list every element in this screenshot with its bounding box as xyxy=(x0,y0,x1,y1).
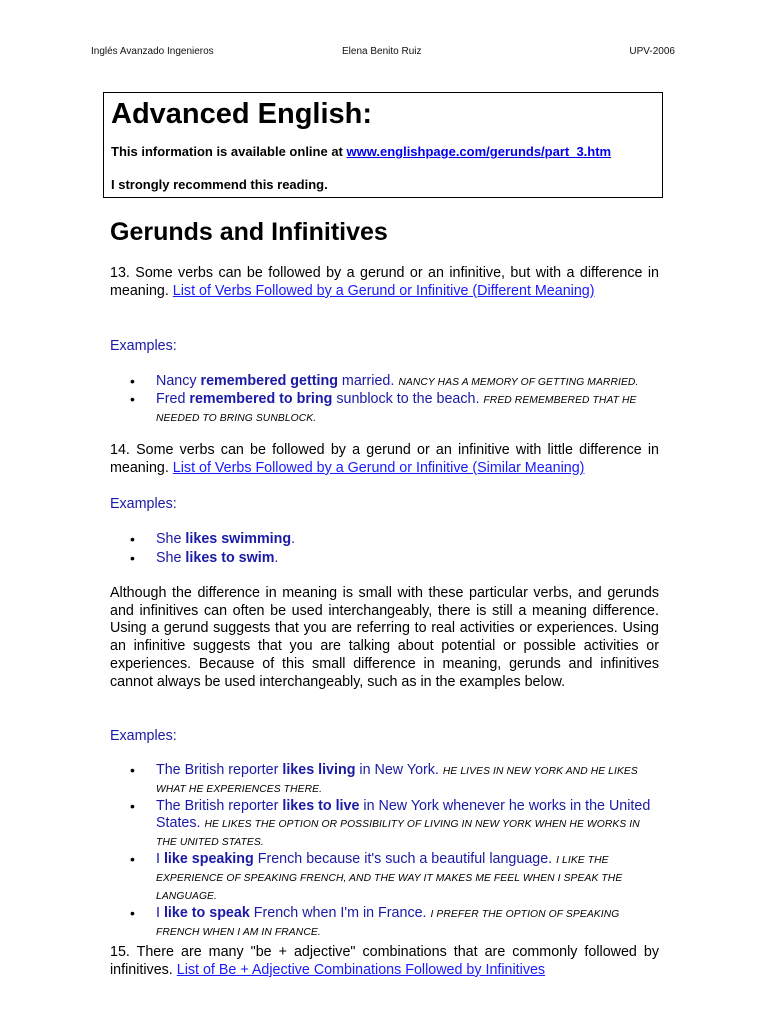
header-course: Inglés Avanzado Ingenieros xyxy=(91,46,214,57)
example-text: in New York whenever he works in the United States. xyxy=(156,798,651,831)
paragraph-13 xyxy=(110,265,659,300)
example-note: NANCY HAS A MEMORY OF GETTING MARRIED. xyxy=(398,377,639,388)
paragraph-15-text: 15. There are many "be + adjective" combinations that are commonly followed by infinitives. xyxy=(110,944,659,978)
example-verb: remembered getting xyxy=(200,373,338,389)
list-item xyxy=(110,530,659,549)
example-text: The British reporter xyxy=(156,762,283,778)
example-verb: likes to live xyxy=(282,798,360,814)
example-verb: like speaking xyxy=(163,851,254,867)
list-item xyxy=(110,391,659,427)
bullet-icon: • xyxy=(130,762,135,778)
example-text: married. xyxy=(337,373,399,389)
example-verb: likes swimming xyxy=(185,531,292,547)
header-author: Elena Benito Ruiz xyxy=(342,46,422,57)
example-text: . xyxy=(274,550,279,566)
list-item xyxy=(110,549,659,568)
bullet-icon: • xyxy=(130,905,135,921)
bullet-icon: • xyxy=(130,550,135,566)
list-item xyxy=(110,905,659,941)
list-item xyxy=(110,798,659,851)
example-verb: like to speak xyxy=(163,905,250,921)
info-box xyxy=(103,92,663,198)
example-text: sunblock to the beach. xyxy=(332,391,484,407)
example-text: Fred xyxy=(156,391,190,407)
example-text: I xyxy=(156,851,164,867)
page-header xyxy=(91,46,675,60)
example-note: I PREFER THE OPTION OF SPEAKING FRENCH WHEN I AM IN FRANCE. xyxy=(156,909,620,938)
paragraph-although: Although the difference in meaning is small with these particular verbs, and gerunds and infinitives can often be used interchangeably, there is still a meaning difference. Using a gerund suggests that you are referring to real activities or experiences. Using an infinitive suggests that you are talking about potential or possible activities or experiences. Because of this small difference in meaning, gerunds and infinitives cannot always be used interchangeably, such as in the examples below. xyxy=(110,585,659,690)
bullet-icon: • xyxy=(130,798,135,814)
different-meaning-link[interactable]: List of Verbs Followed by a Gerund or Infinitive (Different Meaning) xyxy=(172,282,595,299)
example-text: She xyxy=(156,531,186,547)
example-verb: likes to swim xyxy=(185,550,275,566)
paragraph-14 xyxy=(110,442,659,477)
example-text: Nancy xyxy=(156,373,201,389)
bullet-icon: • xyxy=(130,391,135,407)
box-title: Advanced English: xyxy=(111,98,373,130)
englishpage-link[interactable]: www.englishpage.com/gerunds/part_3.htm xyxy=(346,144,612,159)
online-info xyxy=(111,144,662,160)
examples-label: Examples: xyxy=(110,728,177,744)
list-item xyxy=(110,762,659,798)
example-text: I xyxy=(156,905,164,921)
list-item xyxy=(110,851,659,905)
example-verb: likes living xyxy=(282,762,356,778)
bullet-icon: • xyxy=(130,531,135,547)
example-text: The British reporter xyxy=(156,798,283,814)
example-text: French because it's such a beautiful language. xyxy=(253,851,557,867)
example-note: HE LIVES IN NEW YORK AND HE LIKES WHAT HE EXPERIENCES THERE. xyxy=(156,766,638,795)
section-title: Gerunds and Infinitives xyxy=(110,218,388,246)
examples-list-13 xyxy=(110,373,659,427)
recommendation: I strongly recommend this reading. xyxy=(111,177,328,192)
online-info-text: This information is available online at xyxy=(111,144,347,159)
example-note: I LIKE THE EXPERIENCE OF SPEAKING FRENCH, AND THE WAY IT MAKES ME FEEL WHEN I SPEAK THE LANGUAGE. xyxy=(156,855,623,902)
bullet-icon: • xyxy=(130,373,135,389)
examples-label: Examples: xyxy=(110,338,177,354)
example-verb: remembered to bring xyxy=(189,391,333,407)
example-note: FRED REMEMBERED THAT HE NEEDED TO BRING SUNBLOCK. xyxy=(156,395,637,424)
example-text: French when I'm in France. xyxy=(249,905,431,921)
paragraph-15 xyxy=(110,944,659,979)
examples-list-final xyxy=(110,762,659,941)
paragraph-13-text: 13. Some verbs can be followed by a gerund or an infinitive, but with a difference in meaning. xyxy=(110,265,659,299)
paragraph-14-text: 14. Some verbs can be followed by a gerund or an infinitive with little difference in meaning. xyxy=(110,442,659,476)
example-note: HE LIKES THE OPTION OR POSSIBILITY OF LIVING IN NEW YORK WHEN HE WORKS IN THE UNITED STATES. xyxy=(156,819,640,848)
be-adjective-link[interactable]: List of Be + Adjective Combinations Followed by Infinitives xyxy=(176,961,546,978)
example-text: She xyxy=(156,550,186,566)
list-item xyxy=(110,373,659,391)
example-text: in New York. xyxy=(355,762,443,778)
examples-list-14 xyxy=(110,530,659,568)
bullet-icon: • xyxy=(130,851,135,867)
header-institution: UPV-2006 xyxy=(629,46,675,57)
example-text: . xyxy=(291,531,296,547)
examples-label: Examples: xyxy=(110,496,177,512)
similar-meaning-link[interactable]: List of Verbs Followed by a Gerund or Infinitive (Similar Meaning) xyxy=(172,459,585,476)
